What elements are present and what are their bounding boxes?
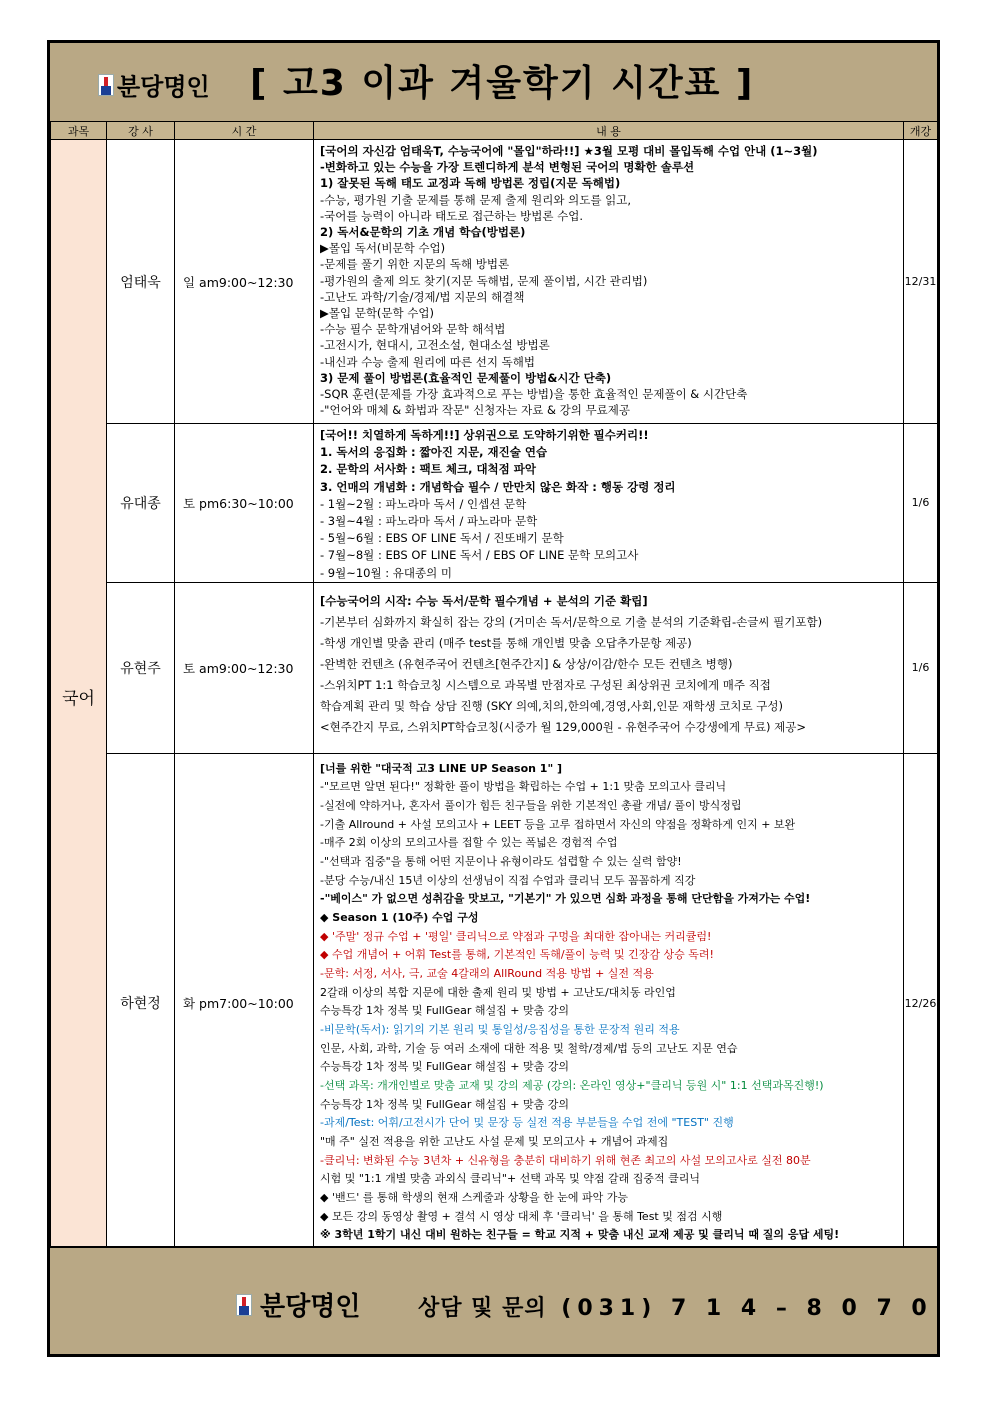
content-line: ◆ Season 1 (10주) 수업 구성	[320, 911, 479, 925]
content-line: 3) 문제 풀이 방법론(효율적인 문제풀이 방법&시간 단축)	[320, 370, 612, 385]
content-line: -"모르면 알면 된다!" 정확한 풀이 방법을 확립하는 수업 + 1:1 맞춤 모의고사 클리닉	[320, 780, 727, 794]
header-brand: 분당명인	[117, 73, 210, 101]
timetable	[50, 121, 938, 1254]
content-line: -SQR 훈련(문제를 가장 효과적으로 푸는 방법)을 통한 효율적인 문제풀이 & 시간단축	[320, 387, 748, 402]
page-footer	[50, 1246, 937, 1354]
col-header-content: 내 용	[314, 122, 904, 140]
subject-cell: 국어	[51, 140, 107, 1254]
content-line: -학생 개인별 맞춤 관리 (매주 test를 통해 개인별 맞춤 오답추가문항 제공)	[320, 635, 692, 650]
content-line: -평가원의 출제 의도 찾기(지문 독해법, 문제 풀이법, 시간 관리법)	[320, 273, 648, 288]
teacher-cell: 유현주	[107, 582, 175, 753]
content-line: [수능국어의 시작: 수능 독서/문학 필수개념 + 분석의 기준 확립]	[320, 593, 648, 608]
content-line: 시험 및 "1:1 개별 맞춤 과외식 클리닉"+ 선택 과목 및 약점 갈래 집중적 클리닉	[320, 1172, 701, 1186]
start-date-cell: 12/26	[904, 753, 938, 1253]
content-line: -"언어와 매체 & 화법과 작문" 신청자는 자료 & 강의 무료제공	[320, 403, 630, 418]
content-line: <현주간지 무료, 스위치PT학습코칭(시중가 월 129,000원 - 유현주국어 수강생에게 무료) 제공>	[320, 719, 806, 734]
content-line: [국어의 자신감 엄태욱T, 수능국어에 "몰입"하라!!] ★3월 모평 대비 몰입독해 수업 안내 (1~3월)	[320, 144, 818, 158]
start-date-cell: 12/31	[904, 140, 938, 424]
col-header-subject: 과목	[51, 122, 107, 140]
teacher-cell: 유대종	[107, 424, 175, 583]
content-line: -완벽한 컨텐츠 (유현주국어 컨텐츠[현주간지] & 상상/이감/한수 모든 컨텐츠 병행)	[320, 656, 733, 671]
phone-number[interactable]: (031) 7 1 4 – 8 0 7 0	[561, 1296, 933, 1321]
content-line: "매 주" 실전 적용을 위한 고난도 사설 문제 및 모의고사 + 개념어 과제집	[320, 1134, 669, 1148]
content-line: 수능특강 1차 정복 및 FullGear 해설집 + 맞춤 강의	[320, 1004, 569, 1018]
content-line: 수능특강 1차 정복 및 FullGear 해설집 + 맞춤 강의	[320, 1060, 569, 1074]
content-line: - 5월~6월 : EBS OF LINE 독서 / 진또배기 문학	[320, 531, 564, 546]
content-line: [너를 위한 "대국적 고3 LINE UP Season 1" ]	[320, 761, 563, 775]
content-line: ◆ 모든 강의 동영상 촬영 + 결석 시 영상 대체 후 '클리닉' 을 통해 Test 및 점검 시행	[320, 1209, 723, 1223]
content-line: -변화하고 있는 수능을 가장 트렌디하게 분석 변형된 국어의 명확한 솔루션	[320, 160, 695, 175]
content-line: -클리닉: 변화된 수능 3년차 + 신유형을 충분히 대비하기 위해 현존 최고의 사설 모의고사로 실전 80분	[320, 1153, 811, 1167]
contact-label: 상담 및 문의	[418, 1296, 547, 1321]
header-logo	[98, 67, 210, 102]
content-line: -분당 수능/내신 15년 이상의 선생님이 직접 수업과 클리닉 모두 꼼꼼하게 직강	[320, 873, 696, 887]
content-line: -과제/Test: 어휘/고전시가 단어 및 문장 등 실전 적용 부분들을 수업 전에 "TEST" 진행	[320, 1116, 734, 1130]
content-line: ※ 3학년 1학기 내신 대비 원하는 친구들 = 학교 지적 + 맞춤 내신 교재 제공 및 클리닉 때 질의 응답 세팅!	[320, 1228, 840, 1242]
content-line: ◆ '주말' 정규 수업 + '평일' 클리닉으로 약점과 구멍을 최대한 잡아내는 커리큘럼!	[320, 929, 712, 943]
content-line: - 3월~4월 : 파노라마 독서 / 파노라마 문학	[320, 514, 538, 529]
start-date-cell: 1/6	[904, 424, 938, 583]
brand-logo-icon	[236, 1294, 252, 1316]
content-line: 1. 독서의 응집화 : 짧아진 지문, 재진술 연습	[320, 445, 548, 460]
time-cell: 토 pm6:30~10:00	[175, 424, 314, 583]
content-line: -기본부터 심화까지 확실히 잡는 강의 (거미손 독서/문학으로 기출 분석의 기준확립-손글씨 필기포함)	[320, 614, 823, 629]
col-header-start: 개강	[904, 122, 938, 140]
content-line: -문학: 서정, 서사, 극, 교술 4갈래의 AllRound 적용 방법 + 실전 적용	[320, 967, 654, 981]
content-line: -내신과 수능 출제 원리에 따른 선지 독해법	[320, 354, 535, 369]
content-line: ▶몰입 문학(문학 수업)	[320, 306, 434, 321]
content-cell	[314, 582, 904, 753]
content-line: ◆ 수업 개념어 + 어휘 Test를 통해, 기본적인 독해/풀이 능력 및 긴장감 상승 독려!	[320, 948, 714, 962]
table-row	[51, 424, 938, 583]
footer-logo	[236, 1286, 360, 1323]
start-date-cell: 1/6	[904, 582, 938, 753]
content-line: 2갈래 이상의 복합 지문에 대한 출제 원리 및 방법 + 고난도/대치동 라인업	[320, 985, 676, 999]
content-line: -문제를 풀기 위한 지문의 독해 방법론	[320, 257, 510, 272]
content-line: 1) 잘못된 독해 태도 교정과 독해 방법론 정립(지문 독해법)	[320, 176, 621, 191]
timetable-frame	[47, 40, 940, 1357]
content-line: ▶몰입 독서(비문학 수업)	[320, 241, 446, 256]
content-line: -고전시가, 현대시, 고전소설, 현대소설 방법론	[320, 338, 550, 353]
content-line: - 9월~10월 : 유대종의 미	[320, 565, 452, 580]
content-line: -매주 2회 이상의 모의고사를 접할 수 있는 폭넓은 경험적 수업	[320, 836, 618, 850]
content-line: -"베이스" 가 없으면 성취감을 맛보고, "기본기" 가 있으면 심화 과정을 통해 단단함을 가져가는 수업!	[320, 892, 811, 906]
content-cell	[314, 140, 904, 424]
col-header-teacher: 강 사	[107, 122, 175, 140]
table-row	[51, 140, 938, 424]
content-line: 2. 문학의 서사화 : 팩트 체크, 대척점 파악	[320, 462, 536, 477]
col-header-time: 시 간	[175, 122, 314, 140]
contact-info	[418, 1291, 933, 1322]
content-line: -수능, 평가원 기출 문제를 통해 문제 출제 원리와 의도를 읽고,	[320, 192, 631, 207]
table-header-row	[51, 122, 938, 140]
content-line: -선택 과목: 개개인별로 맞춤 교재 및 강의 제공 (강의: 온라인 영상+"클리닉 등원 시" 1:1 선택과목진행!)	[320, 1078, 824, 1092]
teacher-cell: 하현정	[107, 753, 175, 1253]
content-line: -"선택과 집중"을 통해 어떤 지문이나 유형이라도 섭렵할 수 있는 실력 함양!	[320, 855, 682, 869]
content-cell	[314, 753, 904, 1253]
table-row	[51, 582, 938, 753]
content-cell	[314, 424, 904, 583]
content-line: -스위치PT 1:1 학습코칭 시스템으로 과목별 만점자로 구성된 최상위권 코치에게 매주 직접	[320, 677, 771, 692]
content-line: -실전에 약하거나, 혼자서 풀이가 힘든 친구들을 위한 기본적인 총괄 개념/ 풀이 방식정립	[320, 799, 742, 813]
content-line: - 1월~2월 : 파노라마 독서 / 인셉션 문학	[320, 496, 527, 511]
page-title: [ 고3 이과 겨울학기 시간표 ]	[250, 63, 755, 104]
time-cell: 토 am9:00~12:30	[175, 582, 314, 753]
content-line: 수능특강 1차 정복 및 FullGear 해설집 + 맞춤 강의	[320, 1097, 569, 1111]
time-cell: 화 pm7:00~10:00	[175, 753, 314, 1253]
content-line: -비문학(독서): 읽기의 기본 원리 및 통일성/응집성을 통한 문장적 원리 적용	[320, 1023, 680, 1037]
content-line: -기출 Allround + 사설 모의고사 + LEET 등을 고루 접하면서 자신의 약점을 정확하게 인지 + 보완	[320, 817, 796, 831]
content-line: -국어를 능력이 아니라 태도로 접근하는 방법론 수업.	[320, 208, 584, 223]
page-header	[50, 43, 937, 123]
content-line: -수능 필수 문학개념어와 문학 해석법	[320, 322, 506, 337]
brand-logo-icon	[98, 74, 114, 96]
content-line: - 7월~8월 : EBS OF LINE 독서 / EBS OF LINE 문학 모의고사	[320, 548, 639, 563]
teacher-cell: 엄태욱	[107, 140, 175, 424]
table-row	[51, 753, 938, 1253]
content-line: 인문, 사회, 과학, 기술 등 여러 소재에 대한 적용 및 철학/경제/법 등의 고난도 지문 연습	[320, 1041, 738, 1055]
content-line: [국어!! 치열하게 독하게!!] 상위권으로 도약하기위한 필수커리!!	[320, 428, 649, 442]
time-cell: 일 am9:00~12:30	[175, 140, 314, 424]
content-line: -고난도 과학/기술/경제/법 지문의 해결책	[320, 289, 525, 304]
footer-brand: 분당명인	[260, 1292, 361, 1322]
content-line: 학습계획 관리 및 학습 상담 진행 (SKY 의예,치의,한의예,경영,사회,인문 재학생 코치로 구성)	[320, 698, 783, 713]
content-line: 3. 언매의 개념화 : 개념학습 필수 / 만만치 않은 화작 : 행동 강령 정리	[320, 479, 676, 494]
content-line: ◆ '밴드' 를 통해 학생의 현재 스케줄과 상황을 한 눈에 파악 가능	[320, 1190, 628, 1204]
content-line: 2) 독서&문학의 기초 개념 학습(방법론)	[320, 225, 526, 240]
